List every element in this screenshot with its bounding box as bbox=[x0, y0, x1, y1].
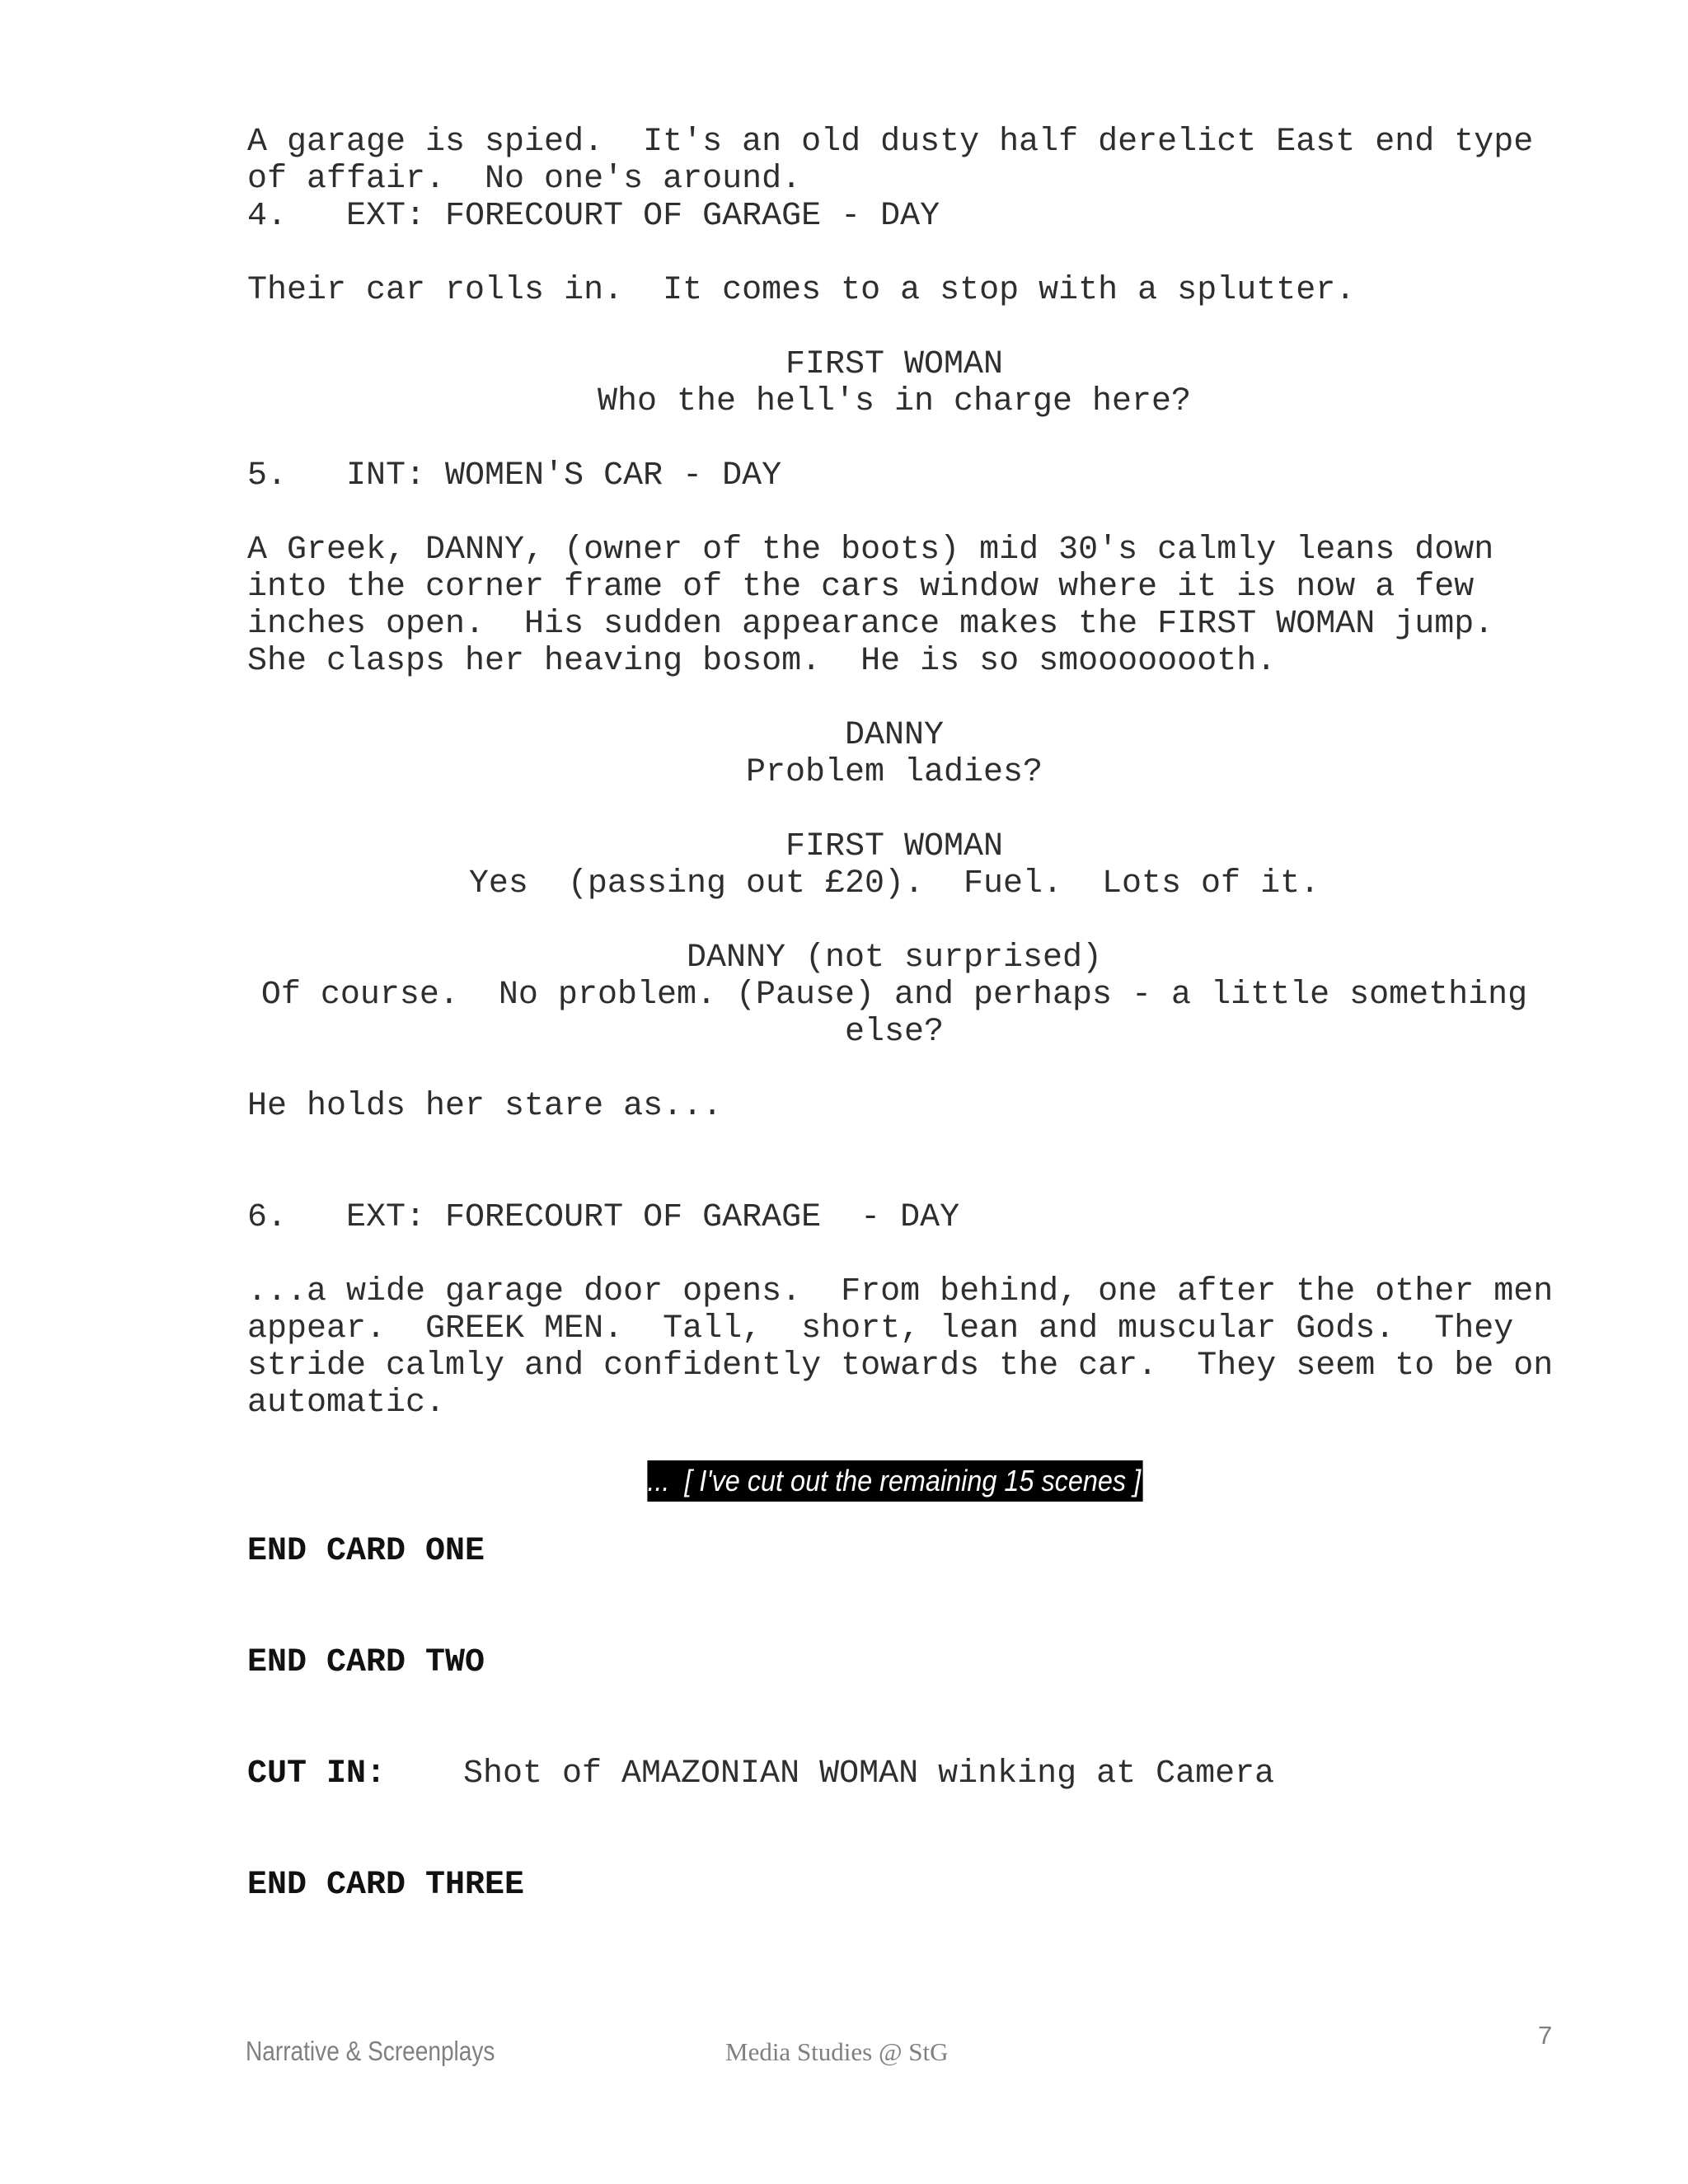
action-line: of affair. No one's around. bbox=[247, 161, 802, 198]
footer-left-text: Narrative & Screenplays bbox=[246, 2036, 495, 2066]
action-line: appear. GREEK MEN. Tall, short, lean and muscular Gods. They bbox=[247, 1310, 1514, 1347]
cut-in-text: Shot of AMAZONIAN WOMAN winking at Camera bbox=[463, 1755, 1275, 1793]
action-line: stride calmly and confidently towards the car. They seem to be on bbox=[247, 1347, 1554, 1385]
character-name: DANNY (not surprised) bbox=[686, 940, 1103, 977]
end-card-heading: END CARD ONE bbox=[247, 1533, 485, 1570]
scene-heading: 4. EXT: FORECOURT OF GARAGE - DAY bbox=[247, 198, 940, 235]
editor-note-banner: ... [ I've cut out the remaining 15 scenes ] ... bbox=[647, 1460, 1142, 1502]
action-line: into the corner frame of the cars window where it is now a few bbox=[247, 569, 1475, 606]
scene-heading: 6. EXT: FORECOURT OF GARAGE - DAY bbox=[247, 1199, 960, 1236]
end-card-heading: END CARD TWO bbox=[247, 1644, 485, 1681]
action-line: inches open. His sudden appearance makes the FIRST WOMAN jump. bbox=[247, 606, 1494, 643]
page-number: 7 bbox=[1538, 2021, 1553, 2050]
action-line: She clasps her heaving bosom. He is so smoooooooth. bbox=[247, 643, 1277, 680]
character-name: FIRST WOMAN bbox=[785, 828, 1004, 865]
scene-heading: 5. INT: WOMEN'S CAR - DAY bbox=[247, 457, 782, 494]
footer-center-text: Media Studies @ StG bbox=[725, 2037, 949, 2066]
action-line: Their car rolls in. It comes to a stop with a splutter. bbox=[247, 272, 1356, 309]
action-line: A garage is spied. It's an old dusty half derelict East end type bbox=[247, 124, 1534, 161]
cut-in-label: CUT IN: bbox=[247, 1755, 387, 1793]
dialogue-line: Yes (passing out £20). Fuel. Lots of it. bbox=[468, 865, 1320, 902]
dialogue-line: Problem ladies? bbox=[745, 754, 1043, 791]
dialogue-line: Of course. No problem. (Pause) and perhaps - a little something bbox=[260, 977, 1528, 1014]
end-card-heading: END CARD THREE bbox=[247, 1867, 525, 1904]
action-line: A Greek, DANNY, (owner of the boots) mid 30's calmly leans down bbox=[247, 532, 1494, 569]
character-name: FIRST WOMAN bbox=[785, 346, 1004, 383]
action-line: ...a wide garage door opens. From behind, one after the other men bbox=[247, 1273, 1554, 1310]
dialogue-line: else? bbox=[844, 1014, 945, 1051]
action-line: automatic. bbox=[247, 1385, 446, 1422]
action-line: He holds her stare as... bbox=[247, 1088, 723, 1125]
dialogue-line: Who the hell's in charge here? bbox=[597, 383, 1192, 420]
character-name: DANNY bbox=[844, 717, 945, 754]
